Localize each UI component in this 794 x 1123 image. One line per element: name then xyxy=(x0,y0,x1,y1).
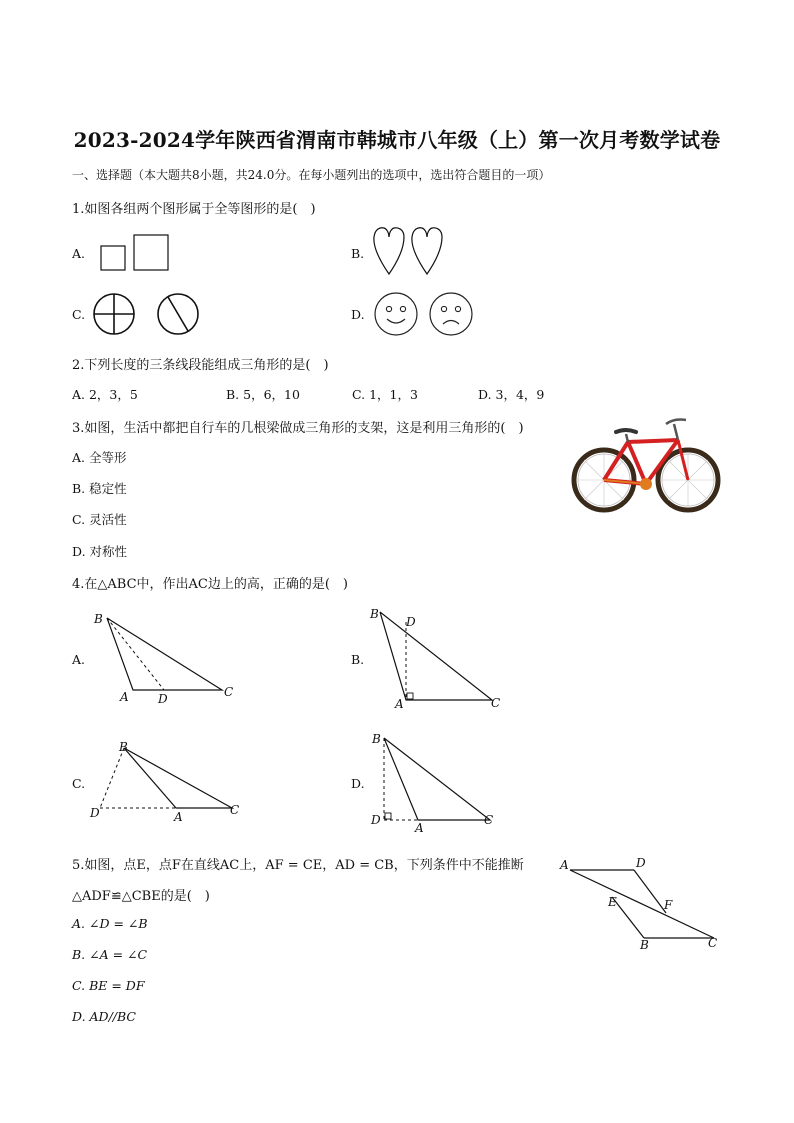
question-2-stem: 2.下列长度的三条线段能组成三角形的是( ) xyxy=(72,358,329,373)
section-heading: 一、选择题（本大题共8小题，共24.0分。在每小题列出的选项中，选出符合题目的一项） xyxy=(72,168,551,182)
bicycle-image xyxy=(570,412,724,516)
label-point-b: B xyxy=(119,740,128,754)
q5-option-c[interactable]: C. BE = DF xyxy=(72,978,145,993)
label-point-b: B xyxy=(94,612,103,626)
q1-option-d-label[interactable]: D. xyxy=(351,307,365,322)
label-point-a: A xyxy=(120,690,129,704)
label-point-a: A xyxy=(560,858,569,872)
q2-option-c[interactable]: C. 1，1，3 xyxy=(352,387,418,402)
q3-option-b[interactable]: B. 稳定性 xyxy=(72,481,127,496)
question-5-stem-line2: △ADF≌△CBE的是( ) xyxy=(72,889,210,904)
question-3-stem: 3.如图，生活中都把自行车的几根梁做成三角形的支架，这是利用三角形的( ) xyxy=(72,421,524,436)
label-point-d: D xyxy=(406,615,416,629)
q5-option-a[interactable]: A. ∠D = ∠B xyxy=(72,916,148,931)
q2-option-a[interactable]: A. 2，3，5 xyxy=(72,387,138,402)
label-point-b: B xyxy=(640,938,649,952)
label-point-d: D xyxy=(636,856,646,870)
q1-option-a-label[interactable]: A. xyxy=(72,246,86,261)
label-point-c: C xyxy=(708,936,718,950)
q2-option-d[interactable]: D. 3，4，9 xyxy=(478,387,545,402)
label-point-f: F xyxy=(664,898,673,912)
q2-option-b[interactable]: B. 5，6，10 xyxy=(226,387,300,402)
q4-option-a-label[interactable]: A. xyxy=(72,652,86,667)
q5-option-d[interactable]: D. AD//BC xyxy=(72,1009,136,1024)
q3-option-d[interactable]: D. 对称性 xyxy=(72,544,128,559)
q1-figure-circles xyxy=(92,290,208,340)
label-point-c: C xyxy=(491,696,501,710)
question-5-stem-line1: 5.如图，点E，点F在直线AC上，AF = CE，AD = CB，下列条件中不能推断 xyxy=(72,858,524,873)
label-point-c: C xyxy=(224,685,234,699)
label-point-b: B xyxy=(372,732,381,746)
q4-option-b-label[interactable]: B. xyxy=(351,652,365,667)
q4-option-d-label[interactable]: D. xyxy=(351,776,365,791)
q1-option-b-label[interactable]: B. xyxy=(351,246,365,261)
label-point-c: C xyxy=(230,803,240,817)
q1-figure-faces xyxy=(372,290,478,340)
question-4-stem: 4.在△ABC中，作出AC边上的高，正确的是( ) xyxy=(72,577,349,592)
label-point-c: C xyxy=(484,813,494,827)
q4-figure-a xyxy=(90,606,250,710)
q4-option-c-label[interactable]: C. xyxy=(72,776,86,791)
label-point-b: B xyxy=(370,607,379,621)
label-point-a: A xyxy=(174,810,183,824)
q1-figure-squares xyxy=(96,230,176,276)
q4-figure-c xyxy=(88,736,248,826)
q4-figure-d xyxy=(366,728,516,835)
q5-figure xyxy=(556,850,726,954)
q3-option-c[interactable]: C. 灵活性 xyxy=(72,512,127,527)
q4-figure-b xyxy=(368,604,518,716)
label-point-e: E xyxy=(608,895,617,909)
label-point-d: D xyxy=(371,813,381,827)
q3-option-a[interactable]: A. 全等形 xyxy=(72,450,127,465)
page-title: 2023-2024学年陕西省渭南市韩城市八年级（上）第一次月考数学试卷 xyxy=(73,128,721,152)
q1-option-c-label[interactable]: C. xyxy=(72,307,86,322)
q1-figure-hearts xyxy=(368,224,452,280)
label-point-a: A xyxy=(395,697,404,711)
label-point-d: D xyxy=(90,806,100,820)
question-1-stem: 1.如图各组两个图形属于全等图形的是( ) xyxy=(72,202,316,217)
label-point-a: A xyxy=(415,821,424,835)
label-point-d: D xyxy=(158,692,168,706)
q5-option-b[interactable]: B. ∠A = ∠C xyxy=(72,947,148,962)
